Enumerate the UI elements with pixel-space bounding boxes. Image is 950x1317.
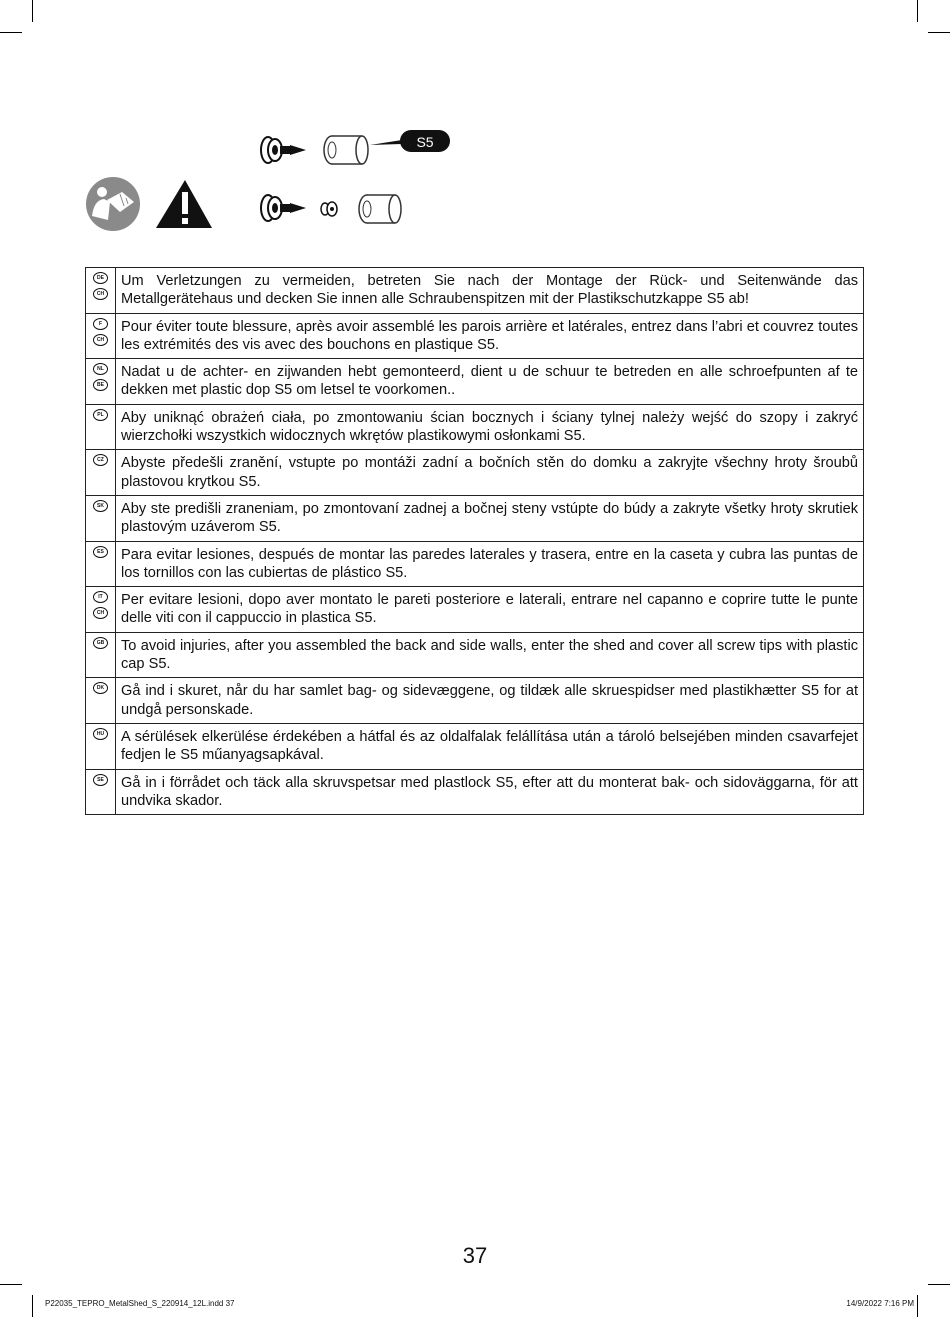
instruction-text: Um Verletzungen zu vermeiden, betreten Sie nach der Montage der Rück- und Seitenwände das Metallgerätehaus und decken Sie innen alle Schraubenspitzen mit der Plastikschutzkappe S5 ab!	[116, 268, 864, 314]
instruction-text: Gå in i förrådet och täck alla skruvspetsar med plastlock S5, efter att du monterat bak- och sidoväggarna, för att undvika skador.	[116, 769, 864, 815]
crop-mark	[917, 1295, 918, 1317]
instruction-text: Per evitare lesioni, dopo aver montato le pareti posteriore e laterali, entrare nel capanno e coprire tutte le punte delle viti con il cappuccio in plastica S5.	[116, 587, 864, 633]
language-badge: F	[93, 318, 108, 330]
page-number: 37	[462, 1243, 488, 1268]
instruction-text: Aby uniknąć obrażeń ciała, po zmontowaniu ścian bocznych i ściany tylnej należy wejść do szopy i zakryć wierzchołki wszystkich widocznych wkrętów plastikowymi osłonkami S5.	[116, 404, 864, 450]
language-badge: ES	[93, 546, 108, 558]
language-badge: CZ	[93, 454, 108, 466]
instruction-text: Gå ind i skuret, når du har samlet bag- og sidevæggene, og tildæk alle skruespidser med plastikhætter S5 for at undgå personskade.	[116, 678, 864, 724]
table-row	[86, 587, 864, 633]
table-row	[86, 495, 864, 541]
language-flags	[86, 541, 116, 587]
language-flags	[86, 268, 116, 314]
language-badge: IT	[93, 591, 108, 603]
instruction-table	[85, 267, 864, 815]
table-row	[86, 678, 864, 724]
footer-timestamp: 14/9/2022 7:16 PM	[846, 1299, 914, 1308]
language-flags	[86, 587, 116, 633]
language-badge: GB	[93, 637, 108, 649]
instruction-text: Pour éviter toute blessure, après avoir assemblé les parois arrière et latérales, entrez dans l’abri et couvrez toutes les extrémités des vis avec des bouchons en plastique S5.	[116, 313, 864, 359]
language-badge: BE	[93, 379, 108, 391]
language-flags	[86, 313, 116, 359]
language-badge: CH	[93, 288, 108, 300]
crop-mark	[917, 0, 918, 22]
table-row	[86, 404, 864, 450]
table-row	[86, 359, 864, 405]
language-badge: NL	[93, 363, 108, 375]
language-flags	[86, 404, 116, 450]
crop-mark	[32, 0, 33, 22]
instruction-text: To avoid injuries, after you assembled the back and side walls, enter the shed and cover all screw tips with plastic cap S5.	[116, 632, 864, 678]
language-badge: DE	[93, 272, 108, 284]
language-badge: DK	[93, 682, 108, 694]
crop-mark	[928, 1284, 950, 1285]
language-badge: HU	[93, 728, 108, 740]
crop-mark	[32, 1295, 33, 1317]
instruction-text: Abyste předešli zranění, vstupte po montáži zadní a bočních stěn do domku a zakryjte všechny hroty šroubů plastovou krytkou S5.	[116, 450, 864, 496]
table-row	[86, 541, 864, 587]
table-row	[86, 313, 864, 359]
footer-file-name: P22035_TEPRO_MetalShed_S_220914_12L.indd 37	[45, 1299, 235, 1308]
instruction-text: Nadat u de achter- en zijwanden hebt gemonteerd, dient u de schuur te betreden en alle schroefpunten af te dekken met plastic dop S5 om letsel te voorkomen..	[116, 359, 864, 405]
language-flags	[86, 359, 116, 405]
crop-mark	[928, 32, 950, 33]
language-badge: CH	[93, 607, 108, 619]
table-row	[86, 450, 864, 496]
language-flags	[86, 632, 116, 678]
language-flags	[86, 450, 116, 496]
table-row	[86, 769, 864, 815]
part-callout-label: S5	[416, 134, 434, 150]
read-manual-icon	[86, 177, 140, 231]
language-flags	[86, 723, 116, 769]
instruction-text: A sérülések elkerülése érdekében a hátfal és az oldalfalak felállítása után a tároló belsejében minden csavarfejet fedjen le S5 műanyagsapkával.	[116, 723, 864, 769]
language-badge: SK	[93, 500, 108, 512]
table-row	[86, 268, 864, 314]
language-flags	[86, 495, 116, 541]
language-badge: CH	[93, 334, 108, 346]
instruction-text: Para evitar lesiones, después de montar las paredes laterales y trasera, entre en la caseta y cubra las puntas de los tornillos con las cubiertas de plástico S5.	[116, 541, 864, 587]
crop-mark	[0, 32, 22, 33]
language-flags	[86, 769, 116, 815]
crop-mark	[0, 1284, 22, 1285]
warning-icon	[156, 180, 212, 228]
screw-with-nut-and-cap-icon	[261, 195, 401, 223]
language-badge: SE	[93, 774, 108, 786]
language-badge: PL	[93, 409, 108, 421]
table-row	[86, 632, 864, 678]
language-flags	[86, 678, 116, 724]
table-row	[86, 723, 864, 769]
instruction-text: Aby ste predišli zraneniam, po zmontovaní zadnej a bočnej steny vstúpte do búdy a zakryte všetky hroty skrutiek plastovým uzáverom S5.	[116, 495, 864, 541]
